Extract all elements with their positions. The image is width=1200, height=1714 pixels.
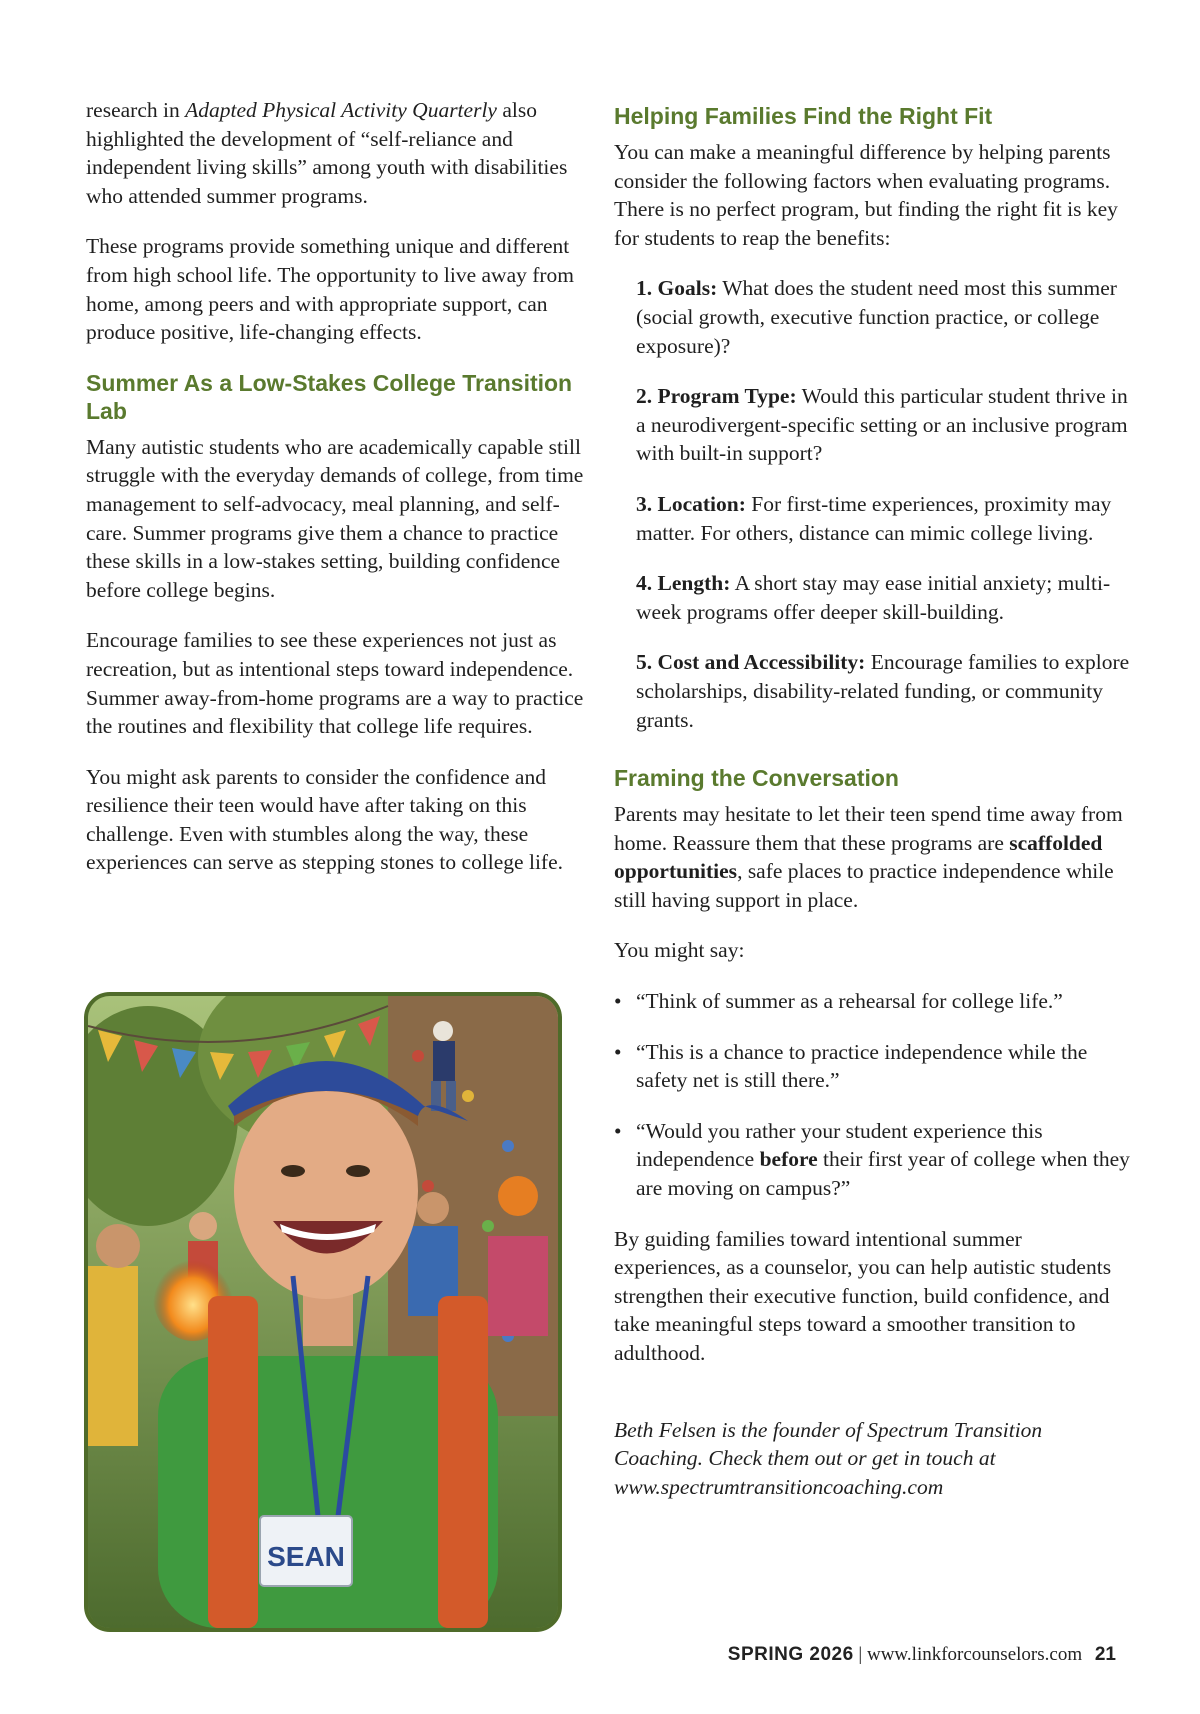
footer-separator: | bbox=[858, 1644, 863, 1665]
footer-url: www.linkforcounselors.com bbox=[866, 1644, 1083, 1665]
factor-goals: 1. Goals: What does the student need most this summer (social growth, executive function practice, or college exposure)? bbox=[636, 276, 1117, 358]
paragraph-programs-unique: These programs provide something unique and different from high school life. The opportunity to live away from home, among peers and with appropriate support, can produce positive, life-changing effects. bbox=[86, 234, 575, 345]
backpack-strap bbox=[208, 1296, 258, 1628]
camp-photo bbox=[84, 992, 562, 1632]
heading-framing: Framing the Conversation bbox=[614, 765, 899, 792]
factor-length: 4. Length: A short stay may ease initial anxiety; multi-week programs offer deeper skill-building. bbox=[636, 571, 1111, 624]
bullet-icon: • bbox=[614, 989, 622, 1014]
factor-program-type: 2. Program Type: Would this particular student thrive in a neurodivergent-specific setting or an inclusive program with built-in support? bbox=[636, 384, 1128, 466]
quote-list bbox=[614, 987, 1130, 1203]
paragraph-research: research in Adapted Physical Activity Quarterly also highlighted the development of “self-reliance and independent living skills” among youth with disabilities who attended summer programs. bbox=[86, 98, 568, 208]
bullet-icon: • bbox=[614, 1039, 622, 1064]
page-footer bbox=[728, 1644, 1116, 1666]
paragraph-right-fit: You can make a meaningful difference by helping parents consider the following factors when evaluating programs. There is no perfect program, but finding the right fit is key for students to reap the benefits: bbox=[614, 140, 1118, 250]
paragraph-confidence: You might ask parents to consider the confidence and resilience their teen would have after taking on this challenge. Even with stumbles along the way, these experiences can serve as stepping stones to college life. bbox=[86, 764, 563, 875]
factors-list bbox=[636, 274, 1130, 734]
heading-right-fit: Helping Families Find the Right Fit bbox=[614, 103, 993, 129]
quote-item: • “Think of summer as a rehearsal for college life.” bbox=[614, 987, 1130, 1016]
page-number: 21 bbox=[1094, 1644, 1116, 1665]
paragraph-framing: Parents may hesitate to let their teen spend time away from home. Reassure them that these programs are scaffolded opportunities, safe places to practice independence while still having support in place. bbox=[614, 802, 1123, 912]
left-column bbox=[86, 96, 594, 899]
issue-season: SPRING 2026 bbox=[727, 1644, 854, 1665]
journal-title: Adapted Physical Activity Quarterly bbox=[185, 98, 497, 122]
right-column bbox=[614, 96, 1130, 1523]
camp-illustration bbox=[88, 996, 558, 1628]
paragraph-you-might-say: You might say: bbox=[614, 938, 745, 963]
paragraph-closing: By guiding families toward intentional summer experiences, as a counselor, you can help autistic students strengthen their executive function, build confidence, and take meaningful steps toward a smoother transition to adulthood. bbox=[614, 1226, 1112, 1365]
bullet-icon: • bbox=[614, 1118, 622, 1143]
heading-transition-lab: Summer As a Low-Stakes College Transition Lab bbox=[86, 369, 573, 424]
factor-cost: 5. Cost and Accessibility: Encourage families to explore scholarships, disability-related funding, or community grants. bbox=[636, 650, 1130, 732]
quote-item: • “Would you rather your student experience this independence before their first year of college when they are moving on campus?” bbox=[614, 1118, 1130, 1201]
factor-location: 3. Location: For first-time experiences, proximity may matter. For others, distance can mimic college living. bbox=[636, 491, 1112, 545]
face bbox=[234, 1083, 418, 1299]
quote-item: • “This is a chance to practice independence while the safety net is still there.” bbox=[614, 1039, 1088, 1093]
name-badge-text: SEAN bbox=[267, 1541, 345, 1572]
author-byline: Beth Felsen is the founder of Spectrum Transition Coaching. Check them out or get in touch at www.spectrumtransitioncoaching.com bbox=[614, 1417, 1043, 1499]
backpack-strap bbox=[438, 1296, 488, 1628]
paragraph-encourage-families: Encourage families to see these experiences not just as recreation, but as intentional steps toward independence. Summer away-from-home programs are a way to practice the routines and flexibility that college life requires. bbox=[86, 628, 584, 739]
paragraph-autistic-students: Many autistic students who are academically capable still struggle with the everyday demands of college, from time management to self-advocacy, meal planning, and self-care. Summer programs give them a chance to practice these skills in a low-stakes setting, building confidence before college begins. bbox=[86, 434, 584, 602]
